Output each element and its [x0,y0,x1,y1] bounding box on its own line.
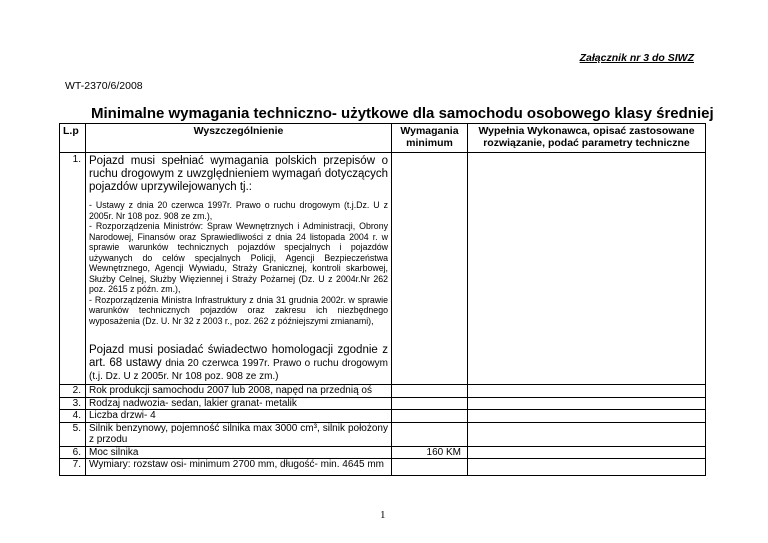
row-number: 1. [60,153,86,385]
contractor-cell [468,422,706,446]
row-description: Silnik benzynowy, pojemność silnika max 3000 cm³, silnik położony z przodu [86,422,392,446]
min-cell [392,459,468,476]
row-number: 2. [60,385,86,398]
contractor-cell [468,397,706,410]
row-description: Wymiary: rozstaw osi- minimum 2700 mm, długość- min. 4645 mm [86,459,392,476]
min-cell [392,410,468,423]
row-number: 4. [60,410,86,423]
min-cell [392,153,468,385]
homologation-law: dnia 20 czerwca 1997r. Prawo o ruchu drogowym (t.j. Dz. U z 2005r. Nr 108 poz. 908 ze zm.) [89,358,388,382]
document-reference: WT-2370/6/2008 [65,80,143,92]
requirement-text: Pojazd musi spełniać wymagania polskich przepisów o ruchu drogowym z uwzględnieniem wymagań dotyczących pojazdów uprzywilejowanych tj.: [89,155,388,193]
requirements-table [59,123,706,476]
table-row [60,397,706,410]
table-row [60,422,706,446]
header-lp: L.p [60,124,86,153]
table-row [60,153,706,385]
min-cell [392,397,468,410]
row-number: 3. [60,397,86,410]
law-reference: - Rozporządzenia Ministrów: Spraw Wewnętrznych i Administracji, Obrony Narodowej, Finansów oraz Sprawiedliwości z dnia 24 listopada 2004 r. w sprawie warunków technicznych pojazdów specjalnych i pojazdów używanych do celów specjalnych Policji, Agencji Bezpieczeństwa Wewnętrznego, Agencji Wywiadu, Straży Granicznej, kontroli skarbowej, Służby Celnej, Służby Więziennej i Straży Pożarnej (Dz. U z 2004r.Nr 262 poz. 2615 z późn. zm.), [89,221,388,294]
contractor-cell [468,153,706,385]
row-description: Rok produkcji samochodu 2007 lub 2008, napęd na przednią oś [86,385,392,398]
min-cell [392,422,468,446]
homologation-main: Pojazd musi posiadać świadectwo homologacji zgodnie z art. 68 ustawy [89,344,388,369]
law-reference: - Rozporządzenia Ministra Infrastruktury z dnia 31 grudnia 2002r. w sprawie warunków technicznych pojazdów oraz zakresu ich niezbędnego wyposażenia (Dz. U. Nr 32 z 2003 r., poz. 262 z późniejszymi zmianami), [89,294,388,326]
row-number: 5. [60,422,86,446]
min-cell: 160 KM [392,446,468,459]
row-description: Liczba drzwi- 4 [86,410,392,423]
row-description [86,153,392,385]
row-description: Moc silnika [86,446,392,459]
contractor-cell [468,385,706,398]
contractor-cell [468,410,706,423]
row-description: Rodzaj nadwozia- sedan, lakier granat- metalik [86,397,392,410]
contractor-cell [468,446,706,459]
table-header-row [60,124,706,153]
page-number: 1 [380,509,386,521]
header-spec: Wyszczególnienie [86,124,392,153]
table-row [60,410,706,423]
table-row [60,385,706,398]
document-title: Minimalne wymagania techniczno- użytkowe dla samochodu osobowego klasy średniej [91,105,714,122]
min-cell [392,385,468,398]
header-contractor: Wypełnia Wykonawca, opisać zastosowane rozwiązanie, podać parametry techniczne [468,124,706,153]
homologation-text [89,344,388,383]
table-row [60,446,706,459]
annex-label: Załącznik nr 3 do SIWZ [579,52,694,64]
table-row [60,459,706,476]
row-number: 6. [60,446,86,459]
law-reference: - Ustawy z dnia 20 czerwca 1997r. Prawo o ruchu drogowym (t.j.Dz. U z 2005r. Nr 108 poz. 908 ze zm.), [89,200,388,221]
row-number: 7. [60,459,86,476]
header-min: Wymagania minimum [392,124,468,153]
contractor-cell [468,459,706,476]
